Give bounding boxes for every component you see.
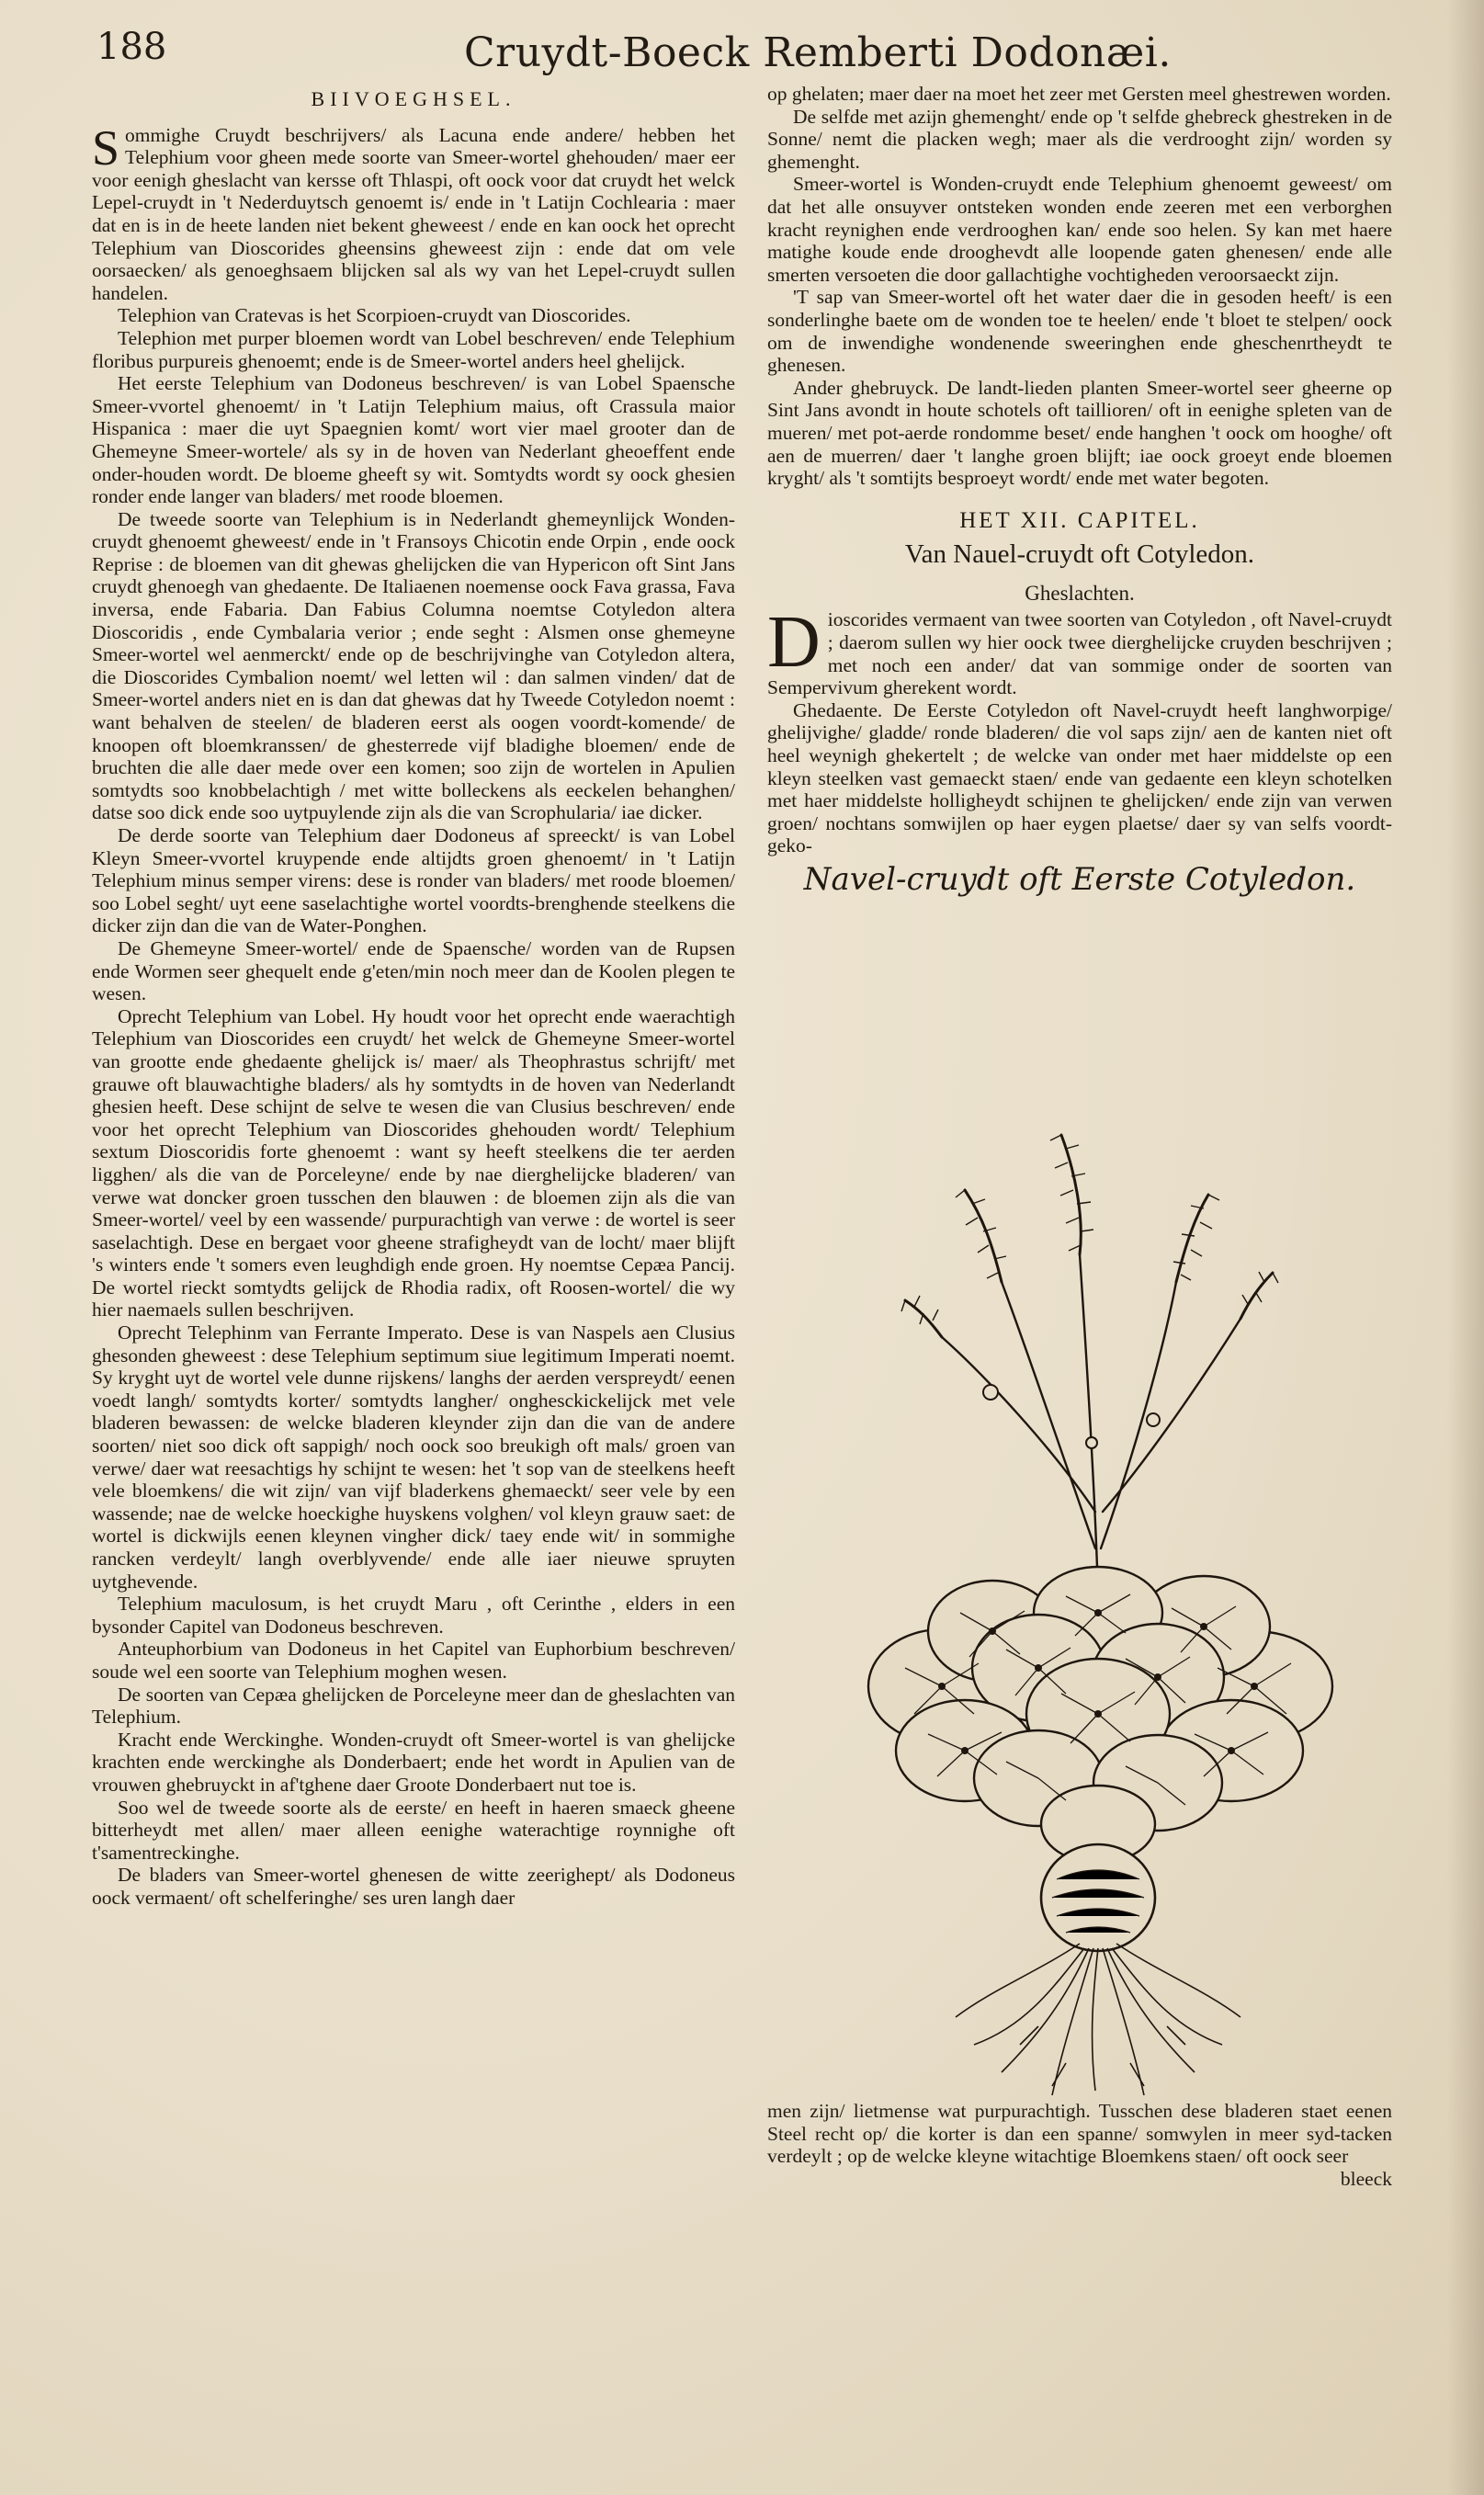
paragraph: Kracht ende Werckinghe. Wonden-cruydt oft Smeer-wortel is van ghelijcke krachten ende werckinghe als Donderbaert; ende het wordt in Apulien van de vrouwen ghebruyckt in af'tghene daer Groote Donderbaert nut toe is. <box>92 1728 735 1796</box>
paragraph: 'T sap van Smeer-wortel oft het water daer die in gesoden heeft/ is een sonderlinghe baete om de wonden toe te heelen/ ende 't bloet te stelpen/ oock om de inwendighe wondenende sweeringhen ende gheschenrtheydt te ghenesen. <box>767 286 1392 377</box>
paragraph: De soorten van Cepæa ghelijcken de Porceleyne meer dan de gheslachten van Telephium. <box>92 1683 735 1729</box>
catchword: bleeck <box>1340 2167 1392 2190</box>
running-title: Cruydt-Boeck Remberti Dodonæi. <box>464 29 1172 76</box>
plant-woodcut <box>855 1117 1342 2100</box>
chapter-title: Van Nauel-cruydt oft Cotyledon. <box>904 539 1255 570</box>
paragraph: Het eerste Telephium van Dodoneus beschreven/ is van Lobel Spaensche Smeer-vvortel ghenoemt/ in 't Latijn Telephium maius, oft Crassula maior Hispanica : maer die uyt Spaegnien komt/ wort vier mael grooter dan de Ghemeyne Smeer-wortele/ als sy in de hoven van Nederlant gheoeffent ende onder-houden wordt. De bloeme gheeft sy wit. Somtydts wordt sy oock ghesien ronder ende langer van bladers/ met roode bloemen. <box>92 372 735 508</box>
right-column-bottom <box>767 2100 1392 2190</box>
paragraph <box>767 699 1392 857</box>
paragraph: op ghelaten; maer daer na moet het zeer met Gersten meel ghestrewen worden. <box>767 83 1391 105</box>
chapter-number: HET XII. CAPITEL. <box>959 507 1200 533</box>
paragraph: Oprecht Telephinm van Ferrante Imperato. Dese is van Naspels aen Clusius ghesonden gheweest : dese Telephium septimum siue legitimum Imperati noemt. Sy kryght uyt de wortel vele dunne rijskens/ langhs der aerden verspreydt/ eenen voedt langh/ somtydts korter/ somtydts langher/ onghesckickelijck met vele bladeren bewassen: de welcke bladeren kleynder zijn dan die van de andere soorten/ niet soo dick oft sappigh/ noch oock soo breukigh oft mals/ groen van verwe/ daer wat reesachtigs hy schijnt te wesen: het 't sop van de steelkens heeft vele bloemkens/ die wit zijn/ van vijf bladerkens ghemaeckt/ seer vele by een wassende; nae de welcke hoeckighe huyskens volghen/ vol kleyn grauw saet: de wortel is dickwijls eenen kleynen vingher dick/ taey ende wit/ in sommighe rancken verdeylt/ langh overblyvende/ ende alle iaer nieuwe spruyten uytghevende. <box>92 1321 735 1593</box>
paragraph-text: De Eerste Cotyledon oft Navel-cruydt heeft langhworpige/ ghelijvighe/ gladde/ ronde bladeren/ die vol saps zijn/ aen de kanten niet oft heel weynigh ghekertelt ; de welcke van onder met haer middelste op een kleyn steelken vast gemaeckt staen/ ende van gedaente een kleyn schotelken met haer middelste holligheydt schijnen te ghelijcken/ ende zijn van verwen groen/ nochtans somwijlen op haer eygen plaetse/ daer sy van selfs voordt-geko- <box>767 698 1392 857</box>
paragraph: Soo wel de tweede soorte als de eerste/ en heeft in haeren smaeck gheene bitterheydt met allen/ maer alleen eenighe waterachtige roynnighe oft t'samentreckinghe. <box>92 1796 735 1864</box>
paragraph: Sommighe Cruydt beschrijvers/ als Lacuna ende andere/ hebben het Telephium voor gheen mede soorte van Smeer-wortel ghehouden/ maer eer voor eenigh gheslacht van kersse oft Thlaspi, oft oock voor dat cruydt het welck Lepel-cruydt in 't Nederduytsch genoemt is/ ende in 't Latijn Cochlearia : maer dat en is in de heete landen niet bekent gheweest / ende en kan oock het oprecht Telephium van Dioscorides gheensins gheweest zijn : ende dat om vele oorsaecken/ als genoeghsaem blijcken sal als wy van het Lepel-cruydt sullen handelen. <box>92 119 735 304</box>
paragraph: De Ghemeyne Smeer-wortel/ ende de Spaensche/ worden van de Rupsen ende Wormen seer ghequelt ende g'eten/min noch meer dan de Koolen plegen te wesen. <box>92 936 735 1005</box>
figure-caption: Navel-cruydt oft Eerste Cotyledon. <box>803 861 1356 898</box>
page-edge-shadow <box>1447 0 1484 2495</box>
navel-wort-illustration <box>855 1117 1342 2100</box>
paragraph: Dioscorides vermaent van twee soorten van Cotyledon , oft Navel-cruydt ; daerom sullen wy hier oock twee dierghelijcke cruyden beschrijven ; met noch een ander/ dat van sommige onder de soorten van Sempervivum gherekent wordt. <box>767 602 1392 699</box>
paragraph: men zijn/ lietmense wat purpurachtigh. Tusschen dese bladeren staet eenen Steel recht op/ die korter is dan een spanne/ somwylen in meer syd-tacken verdeylt ; op de welcke kleyne witachtige Bloemkens staen/ oft oock seer <box>767 2100 1392 2168</box>
paragraph: Oprecht Telephium van Lobel. Hy houdt voor het oprecht ende waerachtigh Telephium van Dioscorides een cruydt/ het welck de Ghemeyne Smeer-wortel van grootte ende ghedaente ghelijck is/ maer/ als Theophrastus schrijft/ met grauwe oft blauwachtighe bladers/ als hy somtydts in de hoven van Nederlandt ghesien heeft. Dese schijnt de selve te wesen die van Clusius beschreven/ ende voor het oprecht Telephium van Dioscorides ghehouden wordt/ Telephium sextum Dioscoridis forte ghenoemt : want sy heeft steelkens die ter aerden ligghen/ als die van de Porceleyne/ ende by nae dierghelijcke bladeren/ van verwe wat doncker groen tusschen den blauwen : de bloemen zijn als die van Smeer-wortel/ veel by een wassende/ purpurachtigh van verwe : de wortel is seer saselachtigh. Dese en bergaet voor gheene strafigheydt van de locht/ maer blijft 's winters ende 't somers even leughdigh ende groen. Hy noemtse Cepæa Pancij. De wortel rieckt somtydts gelijck de Rhodia radix, oft Roosen-wortel/ die wy hier naemaels sullen beschrijven. <box>92 1004 735 1321</box>
left-column <box>92 83 735 1910</box>
paragraph: Telephion van Cratevas is het Scorpioen-cruydt van Dioscorides. <box>118 304 631 327</box>
subheading: Gheslachten. <box>1025 581 1135 605</box>
right-column <box>767 83 1392 901</box>
paragraph: Telephion met purper bloemen wordt van Lobel beschreven/ ende Telephium floribus purpureis ghenoemt; ende is de Smeer-wortel anders heel ghelijck. <box>92 326 735 372</box>
paragraph: Anteuphorbium van Dodoneus in het Capitel van Euphorbium beschreven/ soude wel een soorte van Telephium moghen wesen. <box>92 1638 735 1683</box>
paragraph: Ander ghebruyck. De landt-lieden planten Smeer-wortel seer gheerne op Sint Jans avondt in houte schotels oft taillioren/ oft in eenighe spleten van de mueren/ met pot-aerde rondomme beset/ ende hanghen 't oock om hooghe/ oft aen de muerren/ daer 't langhe groen blijft; iae oock groeyt ende bloemen kryght/ als 't somtijts besproeyt wordt/ ende met water begoten. <box>767 376 1392 490</box>
paragraph: De bladers van Smeer-wortel ghenesen de witte zeerighept/ als Dodoneus oock vermaent/ oft schelferinghe/ ses uren langh daer <box>92 1864 735 1909</box>
section-label: Ghedaente. <box>793 698 883 721</box>
paragraph: De selfde met azijn ghemenght/ ende op 't selfde ghebreck ghestreken in de Sonne/ nemt die placken wegh; maer als die verdrooght zijn/ worden sy ghemenght. <box>767 105 1392 173</box>
paragraph: Telephium maculosum, is het cruydt Maru , oft Cerinthe , elders in een bysonder Capitel van Dodoneus beschreven. <box>92 1593 735 1638</box>
page-number: 188 <box>96 26 167 68</box>
page-header <box>96 26 1392 81</box>
section-heading: BIIVOEGHSEL. <box>311 87 516 110</box>
paragraph: De tweede soorte van Telephium is in Nederlandt ghemeynlijck Wonden-cruydt ghenoemt gheweest/ ende in 't Fransoys Chicotin ende Orpin , ende oock Reprise : de bloemen van dit ghewas ghelijcken die van Hypericon oft Sint Jans cruydt ghenoegh van ghedaente. De Italiaenen noemense oock Fava grassa, Fava inversa, ende Fabaria. Dan Fabius Columna noemtse Cotyledon altera Dioscoridis , ende Cymbalaria verior ; ende seght : Alsmen onse ghemeyne Smeer-wortel wel aenmerckt/ ende op de beschrijvinghe van Cotyledon altera, die Dioscorides Cymbalion noemt/ wel letten wil : dan salmen vinden/ dat de Smeer-wortel anders niet en is dan dat ghewas dat hy Tweede Cotyledon noemt : want behalven de steelen/ de bladeren eerst als oogen voordt-komende/ de knoopen oft bloemkranssen/ de ghesterrede vijf bladighe bloemen/ ende de bruchten die alle daer mede over een komen; soo zijn de wortelen in Apulien somtydts soo knobbelachtigh / met witte bolleckens als eeckelen behanghen/ datse soo dick ende soo uytpuylende zijn als die van Scrophularia/ iae dicker. <box>92 507 735 824</box>
paragraph: Smeer-wortel is Wonden-cruydt ende Telephium ghenoemt geweest/ om dat het alle onsuyver ontsteken wonden ende zeeren met een verborghen kracht reynighen ende verdrooghen kan/ ende soo helen. Sy kan met haere matighe koude ende drooghevdt alle loopende gaten ghenesen/ ende alle smerten versoeten die door gallachtighe vochtigheden veroorsaeckt zijn. <box>767 173 1392 286</box>
paragraph: De derde soorte van Telephium daer Dodoneus af spreeckt/ is van Lobel Kleyn Smeer-vvortel kruypende ende altijdts groen ghenoemt/ in 't Latijn Telephium minus semper virens: dese is ronder van bladers/ met roode bloemen/ soo Lobel seght/ uyt eene saselachtighe wortel voordts-brenghende steelkens die dicker zijn dan die van de Water-Ponghen. <box>92 824 735 937</box>
